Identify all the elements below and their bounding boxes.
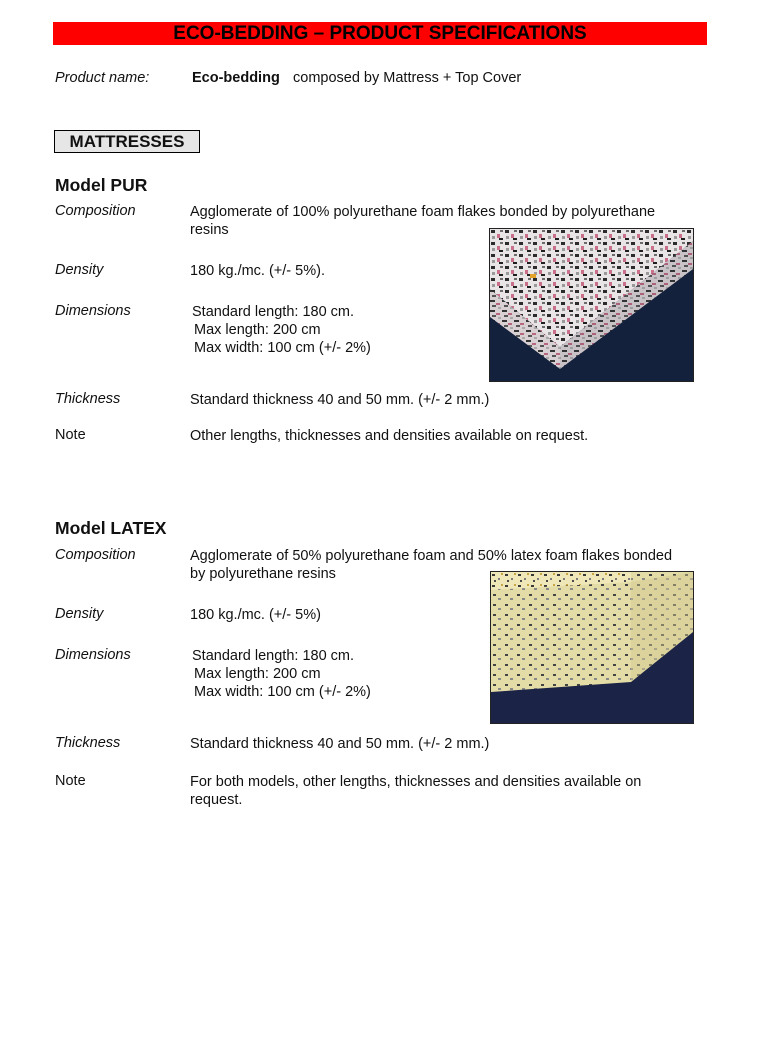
pur-composition-line: Agglomerate of 100% polyurethane foam flakes bonded by polyurethane xyxy=(190,204,656,220)
latex-dimension-line: Max length: 200 cm xyxy=(194,666,321,682)
section-title: MATTRESSES xyxy=(54,130,200,153)
latex-note-line: For both models, other lengths, thicknesses and densities available on xyxy=(190,774,642,790)
pur-dimensions-label: Dimensions xyxy=(55,303,131,319)
pur-composition-line: resins xyxy=(190,222,229,238)
pur-foam-photo xyxy=(489,228,694,382)
latex-composition-label: Composition xyxy=(55,547,136,563)
product-name: Eco-bedding xyxy=(192,70,280,86)
latex-dimensions-label: Dimensions xyxy=(55,647,131,663)
latex-thickness-label: Thickness xyxy=(55,735,121,751)
pur-thickness-value: Standard thickness 40 and 50 mm. (+/- 2 mm.) xyxy=(190,392,490,408)
latex-dimension-line: Standard length: 180 cm. xyxy=(192,648,355,664)
latex-density-value: 180 kg./mc. (+/- 5%) xyxy=(190,607,321,623)
pur-dimension-line: Max width: 100 cm (+/- 2%) xyxy=(194,340,371,356)
latex-density-label: Density xyxy=(55,606,104,622)
latex-composition-line: Agglomerate of 50% polyurethane foam and 50% latex foam flakes bonded xyxy=(190,548,673,564)
latex-note-value xyxy=(190,773,641,809)
latex-foam-photo xyxy=(490,571,694,724)
pur-thickness-label: Thickness xyxy=(55,391,121,407)
product-name-label: Product name: xyxy=(55,70,150,86)
model-latex-title: Model LATEX xyxy=(55,518,167,538)
latex-dimension-line: Max width: 100 cm (+/- 2%) xyxy=(194,684,371,700)
pur-density-value: 180 kg./mc. (+/- 5%). xyxy=(190,263,325,279)
pur-dimensions-value xyxy=(192,303,371,357)
latex-note-line: request. xyxy=(190,792,243,808)
latex-dimensions-value xyxy=(192,647,371,701)
pur-composition-label: Composition xyxy=(55,203,136,219)
pur-dimension-line: Standard length: 180 cm. xyxy=(192,304,355,320)
product-description: composed by Mattress + Top Cover xyxy=(293,70,522,86)
pur-note-line: Other lengths, thicknesses and densities available on request. xyxy=(190,428,589,444)
pur-dimension-line: Max length: 200 cm xyxy=(194,322,321,338)
model-pur-title: Model PUR xyxy=(55,175,148,195)
pur-density-label: Density xyxy=(55,262,104,278)
pur-note-label: Note xyxy=(55,427,86,443)
page-title: ECO-BEDDING – PRODUCT SPECIFICATIONS xyxy=(53,22,707,45)
latex-thickness-value: Standard thickness 40 and 50 mm. (+/- 2 mm.) xyxy=(190,736,490,752)
pur-note-value xyxy=(190,427,588,445)
latex-composition-line: by polyurethane resins xyxy=(190,566,336,582)
latex-note-label: Note xyxy=(55,773,86,789)
